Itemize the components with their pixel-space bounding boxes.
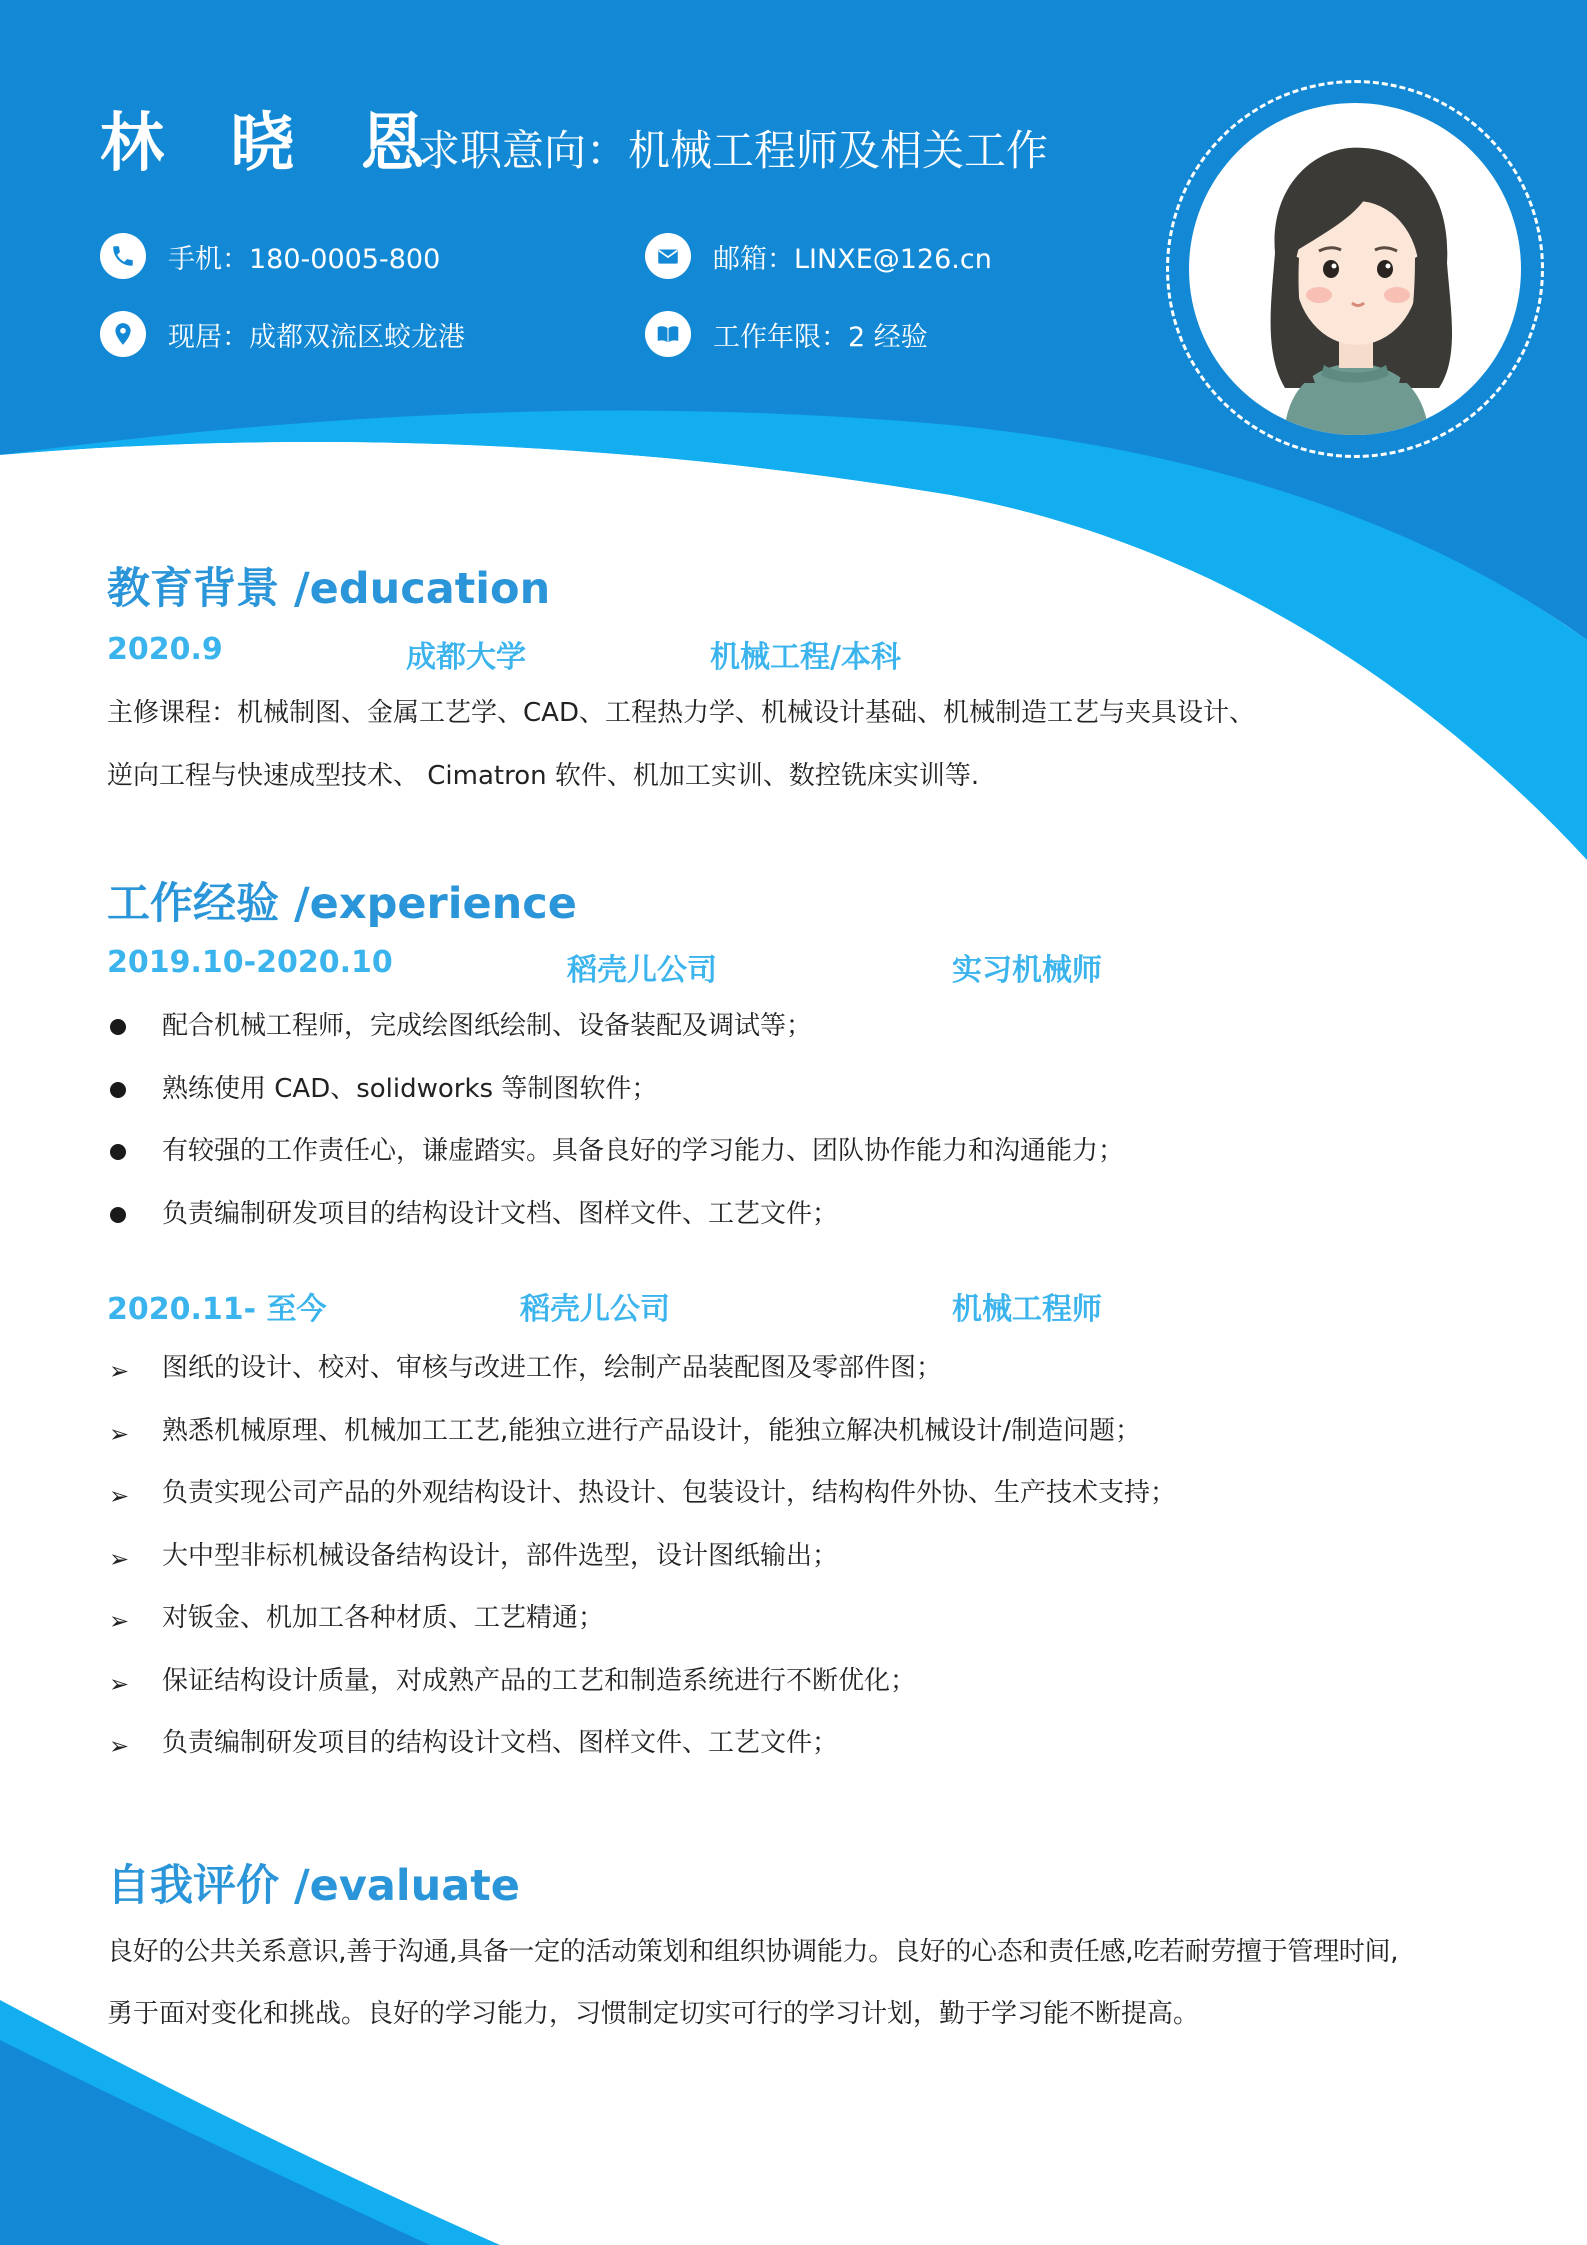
job-2-duties [107, 1353, 1176, 1791]
arrow-bullet-icon: ➢ [109, 1482, 130, 1510]
education-courses-line-2: 逆向工程与快速成型技术、 Cimatron 软件、机加工实训、数控铣床实训等. [107, 761, 980, 791]
education-title: 教育背景 /education [107, 564, 551, 614]
contact-phone [100, 233, 440, 279]
job-intent: 求职意向：机械工程师及相关工作 [418, 126, 1049, 175]
arrow-bullet-icon: ➢ [109, 1419, 130, 1448]
arrow-bullet-icon: ➢ [109, 1669, 130, 1698]
contact-experience [645, 311, 928, 357]
list-item: 有较强的工作责任心，谦虚踏实。具备良好的学习能力、团队协作能力和沟通能力； [107, 1136, 1124, 1199]
job-1-company: 稻壳儿公司 [567, 953, 717, 988]
list-item: ➢ 熟悉机械原理、机械加工工艺,能独立进行产品设计，能独立解决机械设计/制造问题； [109, 1415, 1142, 1448]
book-icon [645, 311, 691, 357]
job-2-role: 机械工程师 [952, 1292, 1102, 1327]
experience-text: 工作年限：2 经验 [713, 321, 928, 353]
list-item: ➢ 图纸的设计、校对、审核与改进工作，绘制产品装配图及零部件图； [109, 1353, 943, 1385]
location-text: 现居：成都双流区蛟龙港 [168, 321, 465, 353]
bullet-dot-icon [110, 1207, 126, 1223]
contact-email [645, 233, 992, 279]
evaluate-title: 自我评价 /evaluate [107, 1861, 520, 1911]
education-school: 成都大学 [406, 640, 526, 675]
arrow-bullet-icon: ➢ [109, 1544, 130, 1573]
education-major: 机械工程/本科 [710, 640, 901, 675]
job-1-role: 实习机械师 [952, 953, 1102, 988]
arrow-bullet-icon: ➢ [109, 1357, 130, 1385]
list-item: 配合机械工程师，完成绘图纸绘制、设备装配及调试等； [107, 1011, 1124, 1074]
education-courses-line-1: 主修课程：机械制图、金属工艺学、CAD、工程热力学、机械设计基础、机械制造工艺与夹具设计、 [107, 698, 1255, 728]
phone-text: 手机：180-0005-800 [168, 243, 441, 275]
avatar [1189, 103, 1521, 435]
list-item: ➢ 保证结构设计质量，对成熟产品的工艺和制造系统进行不断优化； [109, 1665, 917, 1698]
contact-location [100, 311, 465, 357]
job-2-date: 2020.11- 至今 [107, 1292, 327, 1327]
list-item: ➢ 大中型非标机械设备结构设计，部件选型，设计图纸输出； [109, 1540, 839, 1573]
list-item: 负责编制研发项目的结构设计文档、图样文件、工艺文件； [107, 1199, 1124, 1262]
evaluate-line-2: 勇于面对变化和挑战。良好的学习能力，习惯制定切实可行的学习计划，勤于学习能不断提高。 [107, 1999, 1200, 2029]
bullet-dot-icon [110, 1019, 126, 1035]
avatar-illustration [1189, 103, 1521, 435]
job-1-duties [107, 1011, 1124, 1261]
candidate-name: 林 晓 恩 [100, 107, 447, 181]
bullet-dot-icon [110, 1144, 126, 1160]
list-item: ➢ 负责编制研发项目的结构设计文档、图样文件、工艺文件； [109, 1728, 839, 1760]
experience-title: 工作经验 /experience [107, 879, 577, 929]
job-1-date: 2019.10-2020.10 [107, 945, 393, 980]
email-text: 邮箱：LINXE@126.cn [713, 243, 992, 275]
arrow-bullet-icon: ➢ [109, 1607, 130, 1635]
list-item: ➢ 负责实现公司产品的外观结构设计、热设计、包装设计，结构构件外协、生产技术支持； [109, 1478, 1177, 1510]
list-item: ➢ 对钣金、机加工各种材质、工艺精通； [109, 1603, 605, 1635]
list-item: 熟练使用 CAD、solidworks 等制图软件； [107, 1074, 1124, 1137]
evaluate-line-1: 良好的公共关系意识,善于沟通,具备一定的活动策划和组织协调能力。良好的心态和责任感,吃若耐劳擅于管理时间, [107, 1937, 1399, 1967]
bullet-dot-icon [110, 1082, 126, 1098]
education-date: 2020.9 [107, 632, 223, 667]
job-2-company: 稻壳儿公司 [520, 1292, 670, 1327]
arrow-bullet-icon: ➢ [109, 1732, 130, 1760]
mail-icon [645, 233, 691, 279]
phone-icon [100, 233, 146, 279]
location-icon [100, 311, 146, 357]
